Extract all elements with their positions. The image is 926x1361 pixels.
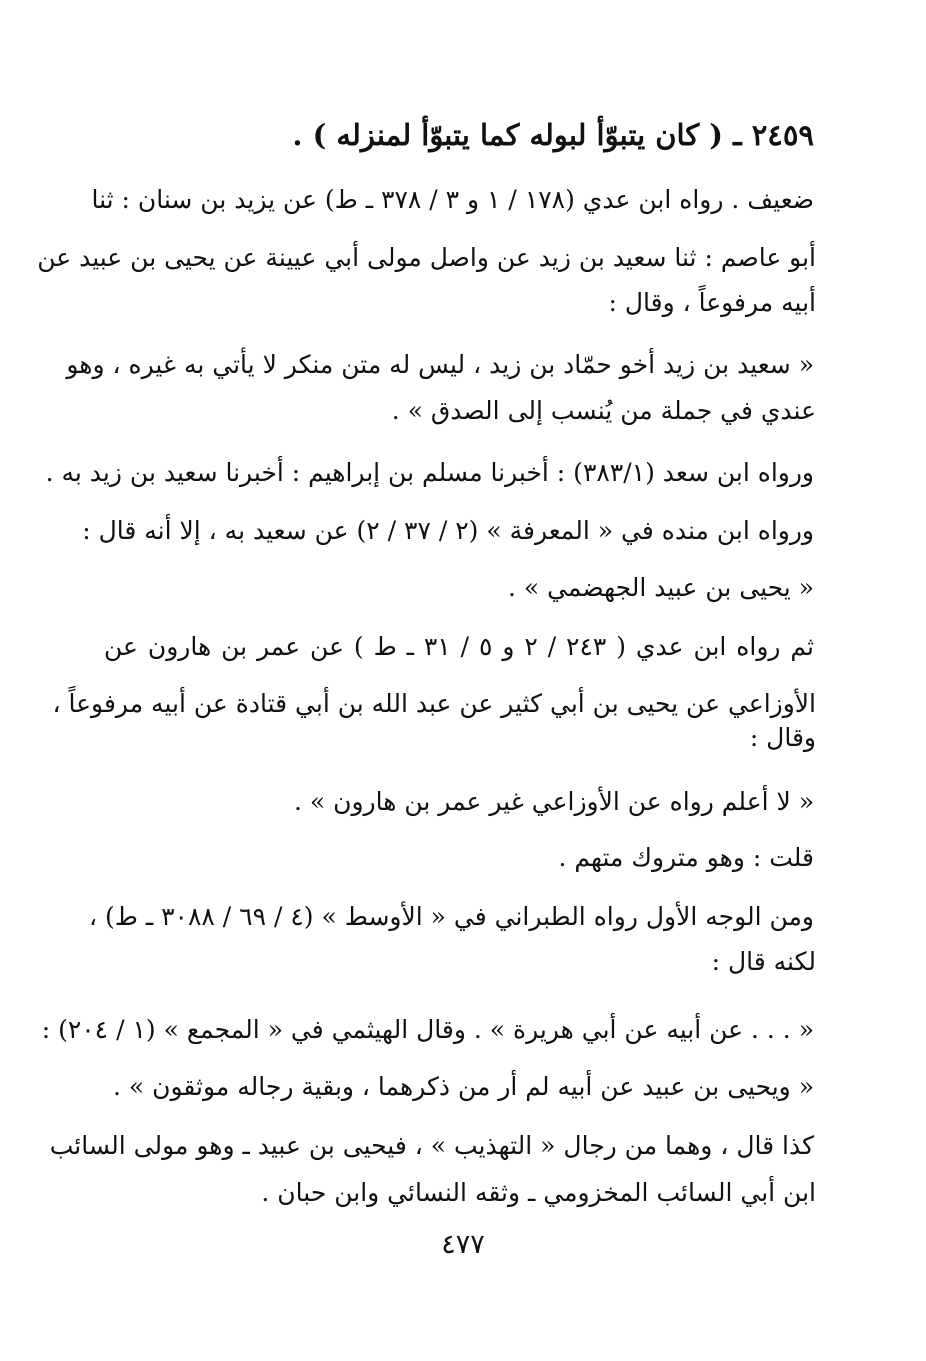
text-line: كذا قال ، وهما من رجال « التهذيب » ، فيحيى بن عبيد ـ وهو مولى السائب xyxy=(49,1131,814,1160)
quote-line: « . . . عن أبيه عن أبي هريرة » . وقال الهيثمي في « المجمع » (١ / ٢٠٤) : xyxy=(41,1015,814,1044)
text-line: ثم رواه ابن عدي ( ٢٤٣ / ٢ و ٥ / ٣١ ـ ط ) عن عمر بن هارون عن xyxy=(104,632,814,661)
text-line: قلت : وهو متروك متهم . xyxy=(558,843,814,872)
quote-line: « لا أعلم رواه عن الأوزاعي غير عمر بن هارون » . xyxy=(293,787,814,816)
text-line: الأوزاعي عن يحيى بن أبي كثير عن عبد الله بن أبي قتادة عن أبيه مرفوعاً ، xyxy=(52,689,816,718)
text-line: أبو عاصم : ثنا سعيد بن زيد عن واصل مولى أبي عيينة عن يحيى بن عبيد عن xyxy=(37,243,816,272)
quote-line: « يحيى بن عبيد الجهضمي » . xyxy=(507,573,814,602)
text-line: وقال : xyxy=(749,723,816,752)
text-line: ومن الوجه الأول رواه الطبراني في « الأوسط » (٤ / ٦٩ / ٣٠٨٨ ـ ط) ، xyxy=(89,902,814,931)
text-line: ابن أبي السائب المخزومي ـ وثقه النسائي وابن حبان . xyxy=(261,1178,816,1207)
text-line: ضعيف . رواه ابن عدي (١٧٨ / ١ و ٣ / ٣٧٨ ـ ط) عن يزيد بن سنان : ثنا xyxy=(91,185,814,214)
hadith-heading: ٢٤٥٩ ـ ( كان يتبوّأ لبوله كما يتبوّأ لمنزله ) . xyxy=(292,118,814,152)
text-line: ورواه ابن سعد (٣٨٣/١) : أخبرنا مسلم بن إبراهيم : أخبرنا سعيد بن زيد به . xyxy=(45,458,814,487)
text-line: لكنه قال : xyxy=(711,947,816,976)
page-number: ٤٧٧ xyxy=(441,1229,485,1260)
quote-line: عندي في جملة من يُنسب إلى الصدق » . xyxy=(391,396,816,425)
quote-line: « ويحيى بن عبيد عن أبيه لم أر من ذكرهما ، وبقية رجاله موثقون » . xyxy=(112,1072,814,1101)
quote-line: « سعيد بن زيد أخو حمّاد بن زيد ، ليس له متن منكر لا يأتي به غيره ، وهو xyxy=(66,350,814,379)
text-line: أبيه مرفوعاً ، وقال : xyxy=(608,288,816,317)
text-line: ورواه ابن منده في « المعرفة » (٢ / ٣٧ / ٢) عن سعيد به ، إلا أنه قال : xyxy=(82,516,814,545)
